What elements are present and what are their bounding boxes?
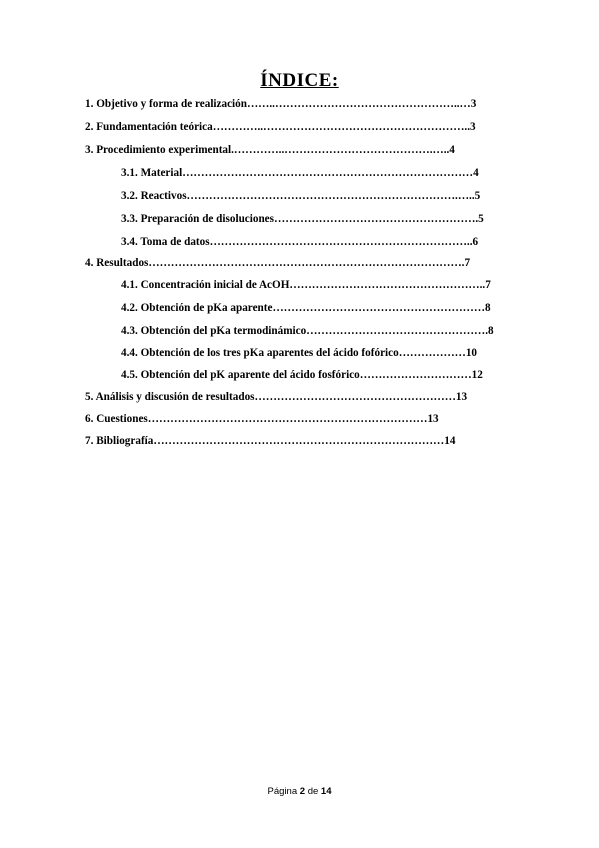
toc-entry-4-4: 4.4. Obtención de los tres pKa aparentes del ácido fofórico………………10: [121, 347, 478, 359]
toc-entry-4-1: 4.1. Concentración inicial de AcOH……………………………………………..7: [121, 279, 491, 291]
toc-entry-4-5: 4.5. Obtención del pK aparente del ácido fosfórico…………………………12: [121, 369, 483, 381]
toc-entry-3-3: 3.3. Preparación de disoluciones……………………………………………….5: [121, 213, 484, 225]
toc-entry-3-1: 3.1. Material……………………………………………………………………4: [121, 167, 479, 179]
toc-entry-4-3: 4.3. Obtención del pKa termodinámico………………………………………….8: [121, 325, 494, 337]
index-title: ÍNDICE:: [260, 70, 339, 91]
toc-entry-3-4: 3.4. Toma de datos……………………………………………………………..6: [121, 236, 479, 248]
toc-entry-5: 5. Análisis y discusión de resultados………………………………………………13: [85, 391, 468, 403]
footer-total-pages: 14: [320, 786, 332, 797]
toc-entry-6: 6. Cuestiones…………………………………………………………………13: [85, 413, 439, 425]
page-footer: [0, 786, 599, 797]
footer-page-word: Página: [267, 786, 298, 797]
toc-entry-7: 7. Bibliografía……………………………………………………………………14: [85, 435, 456, 447]
toc-entry-4: 4. Resultados………………………………………………………………………….7: [85, 257, 471, 269]
toc-entry-4-2: 4.2. Obtención de pKa aparente…………………………………………………8: [121, 302, 491, 314]
footer-page-number: 2: [299, 786, 306, 797]
footer-of-word: de: [307, 786, 319, 797]
toc-entry-3: 3. Procedimiento experimental.…………..………………………………….…..4: [85, 144, 455, 156]
toc-entry-3-2: 3.2. Reactivos……………………………………………………………….…..5: [121, 190, 481, 202]
toc-entry-1: 1. Objetivo y forma de realización……..…………………………………………..…3: [85, 98, 477, 110]
toc-entry-2: 2. Fundamentación teórica…………..………………………………………………..3: [85, 121, 476, 133]
